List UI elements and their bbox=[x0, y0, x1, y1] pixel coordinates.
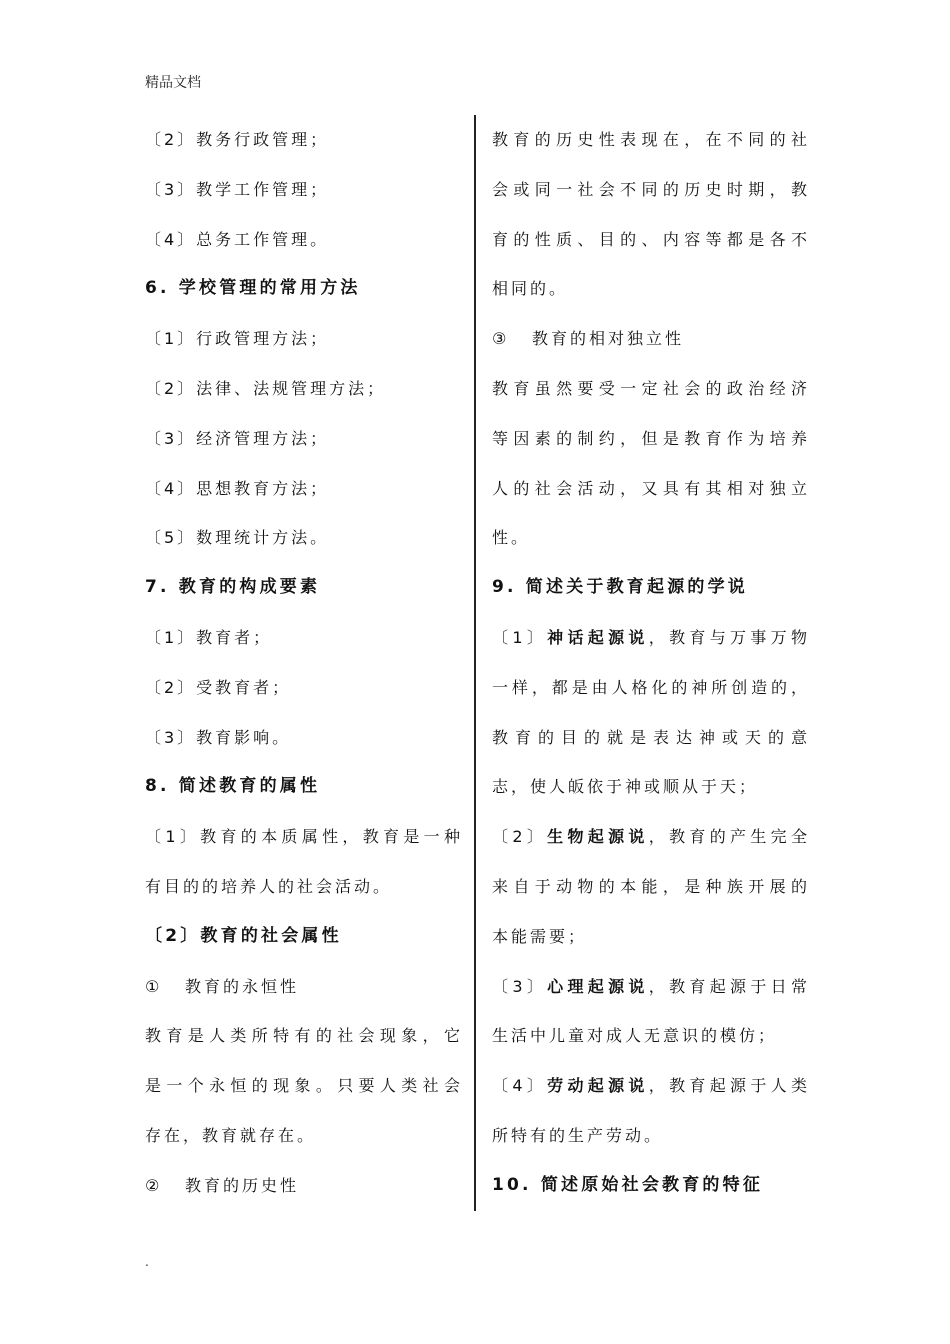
text-line bbox=[145, 862, 463, 912]
line-text: 教育的永恒性 bbox=[185, 976, 300, 996]
text-line bbox=[145, 464, 463, 514]
line-text: 教育虽然要受一定社会的政治经济 bbox=[492, 378, 810, 398]
line-text: 〔3〕教学工作管理； bbox=[145, 179, 330, 199]
line-text: 本能需要； bbox=[492, 926, 588, 946]
line-text: 是一个永恒的现象。只要人类社会 bbox=[145, 1076, 463, 1096]
text-line bbox=[492, 912, 810, 962]
line-text: 育的性质、目的、内容等都是各不 bbox=[492, 229, 810, 249]
page-footer: . bbox=[145, 1255, 149, 1269]
text-line bbox=[145, 962, 463, 1012]
line-text: 〔1〕教育者； bbox=[145, 627, 273, 647]
bold-term: 神话起源说 bbox=[547, 627, 649, 647]
line-text: 8. 简述教育的属性 bbox=[145, 776, 321, 797]
text-line bbox=[492, 215, 810, 265]
line-text: 〔1〕行政管理方法； bbox=[145, 329, 330, 349]
line-text: ，教育起源于日常 bbox=[648, 976, 810, 996]
text-line bbox=[145, 165, 463, 215]
line-text: 来自于动物的本能，是种族开展的 bbox=[492, 876, 810, 896]
text-line bbox=[492, 1111, 810, 1161]
text-line bbox=[492, 812, 810, 862]
left-column bbox=[145, 115, 463, 1211]
line-text: 有目的的培养人的社会活动。 bbox=[145, 876, 393, 896]
text-line bbox=[492, 713, 810, 763]
line-text: 9. 简述关于教育起源的学说 bbox=[492, 577, 749, 598]
text-line bbox=[492, 613, 810, 663]
text-line bbox=[145, 613, 463, 663]
line-text: 〔3〕经济管理方法； bbox=[145, 428, 330, 448]
text-line bbox=[145, 513, 463, 563]
line-text: 一样，都是由人格化的神所创造的， bbox=[492, 677, 810, 697]
text-line bbox=[492, 464, 810, 514]
line-text: 〔2〕法律、法规管理方法； bbox=[145, 378, 387, 398]
item-number: 〔2〕 bbox=[492, 827, 548, 847]
text-line bbox=[145, 414, 463, 464]
bold-term: 生物起源说 bbox=[547, 827, 649, 847]
text-line bbox=[145, 215, 463, 265]
line-text: ，教育起源于人类 bbox=[648, 1076, 810, 1096]
section-heading bbox=[492, 563, 810, 613]
item-number: 〔3〕 bbox=[492, 976, 548, 996]
line-text: 等因素的制约，但是教育作为培养 bbox=[492, 428, 810, 448]
text-line bbox=[492, 513, 810, 563]
line-text: 教育的历史性表现在，在不同的社 bbox=[492, 130, 810, 149]
bold-term: 劳动起源说 bbox=[547, 1076, 649, 1096]
item-number: 〔1〕 bbox=[492, 627, 548, 647]
line-text: ，教育的产生完全 bbox=[648, 827, 810, 847]
text-line bbox=[492, 314, 810, 364]
line-text: 教育是人类所特有的社会现象，它 bbox=[145, 1026, 463, 1046]
text-line bbox=[145, 115, 463, 165]
text-line bbox=[492, 962, 810, 1012]
line-text: 性。 bbox=[492, 528, 531, 548]
text-line bbox=[145, 1161, 463, 1211]
line-text: 10. 简述原始社会教育的特征 bbox=[492, 1174, 764, 1195]
text-line bbox=[145, 663, 463, 713]
text-line bbox=[145, 1061, 463, 1111]
item-marker: ① bbox=[145, 976, 160, 996]
section-heading bbox=[492, 1161, 810, 1211]
item-marker: ③ bbox=[492, 329, 507, 349]
section-heading bbox=[145, 563, 463, 613]
column-divider bbox=[474, 115, 476, 1211]
line-text: 〔4〕思想教育方法； bbox=[145, 478, 330, 498]
line-text: 〔2〕教育的社会属性 bbox=[145, 925, 342, 946]
line-text: ，教育与万事万物 bbox=[648, 627, 810, 647]
text-line bbox=[492, 364, 810, 414]
right-column bbox=[492, 115, 810, 1211]
text-line bbox=[492, 663, 810, 713]
line-text: 〔5〕数理统计方法。 bbox=[145, 528, 330, 548]
text-line bbox=[145, 314, 463, 364]
text-line bbox=[145, 364, 463, 414]
text-line bbox=[145, 812, 463, 862]
line-text: 所特有的生产劳动。 bbox=[492, 1125, 664, 1145]
line-text: 〔1〕教育的本质属性，教育是一种 bbox=[145, 827, 463, 847]
text-line bbox=[492, 115, 810, 165]
line-text: 人的社会活动，又具有其相对独立 bbox=[492, 478, 810, 498]
line-text: 教育的目的就是表达神或天的意 bbox=[492, 727, 810, 747]
text-line bbox=[145, 1011, 463, 1061]
line-text: 〔2〕受教育者； bbox=[145, 677, 292, 697]
text-line bbox=[145, 1111, 463, 1161]
text-line bbox=[492, 165, 810, 215]
line-text: 生活中儿童对成人无意识的模仿； bbox=[492, 1026, 778, 1046]
line-text: 〔4〕总务工作管理。 bbox=[145, 229, 330, 249]
line-text: 教育的历史性 bbox=[185, 1175, 300, 1195]
line-text: 教育的相对独立性 bbox=[532, 329, 685, 349]
text-line bbox=[492, 264, 810, 314]
text-line bbox=[145, 713, 463, 763]
line-text: 会或同一社会不同的历史时期，教 bbox=[492, 179, 810, 199]
bold-term: 心理起源说 bbox=[547, 976, 649, 996]
line-text: 存在，教育就存在。 bbox=[145, 1125, 317, 1145]
line-text: 6. 学校管理的常用方法 bbox=[145, 278, 361, 299]
section-heading bbox=[145, 264, 463, 314]
line-text: 7. 教育的构成要素 bbox=[145, 577, 321, 598]
text-line bbox=[492, 762, 810, 812]
page-header: 精品文档 bbox=[145, 75, 201, 91]
line-text: 〔2〕教务行政管理； bbox=[145, 130, 330, 149]
line-text: 相同的。 bbox=[492, 279, 569, 299]
section-heading bbox=[145, 762, 463, 812]
line-text: 〔3〕教育影响。 bbox=[145, 727, 292, 747]
text-line bbox=[492, 862, 810, 912]
line-text: 志，使人皈依于神或顺从于天； bbox=[492, 777, 759, 797]
text-line bbox=[492, 414, 810, 464]
item-marker: ② bbox=[145, 1175, 160, 1195]
text-line bbox=[492, 1011, 810, 1061]
item-number: 〔4〕 bbox=[492, 1076, 548, 1096]
section-heading bbox=[145, 912, 463, 962]
text-line bbox=[492, 1061, 810, 1111]
